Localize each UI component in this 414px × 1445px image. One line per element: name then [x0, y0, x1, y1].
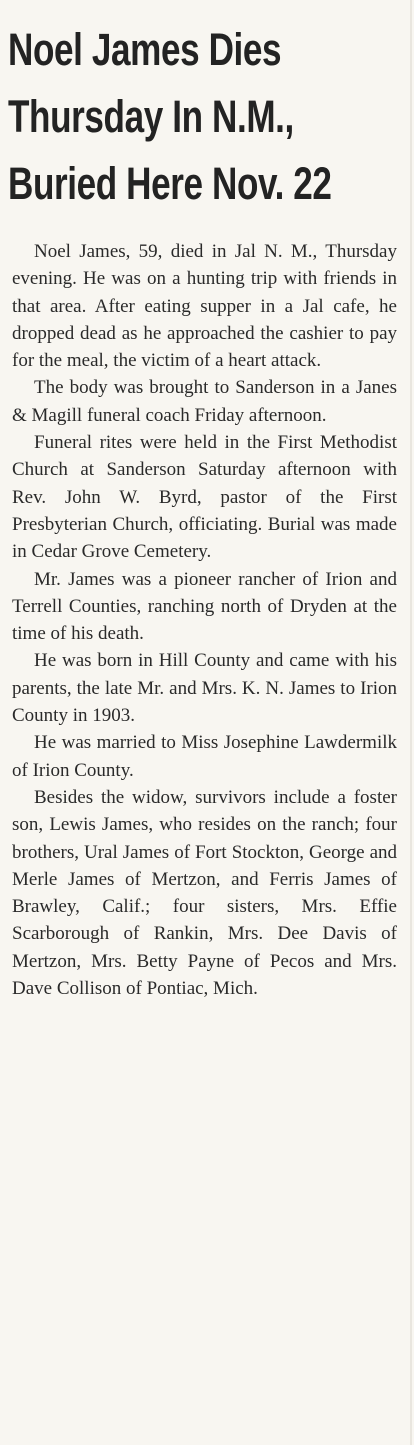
headline-line-3: Buried Here Nov. 22 [8, 158, 332, 209]
paragraph-death: Noel James, 59, died in Jal N. M., Thursday evening. He was on a hunting trip with friends in that area. After eating supper in a Jal cafe, he dropped dead as he approached the cashier to pay for the meal, the victim of a heart attack. [12, 241, 397, 372]
paragraph-marriage: He was married to Miss Josephine Lawdermilk of Irion County. [12, 732, 397, 781]
article-body [12, 238, 397, 1002]
paragraph-body-transport: The body was brought to Sanderson in a Janes & Magill funeral coach Friday afternoon. [12, 377, 397, 426]
paragraph-birth: He was born in Hill County and came with his parents, the late Mr. and Mrs. K. N. James to Irion County in 1903. [12, 650, 397, 727]
paragraph-survivors: Besides the widow, survivors include a foster son, Lewis James, who resides on the ranch; four brothers, Ural James of Fort Stockton, George and Merle James of Mertzon, and Ferris James of Brawley, Calif.; four sisters, Mrs. Effie Scarborough of Rankin, Mrs. Dee Davis of Mertzon, Mrs. Betty Payne of Pecos and Mrs. Dave Collison of Pontiac, Mich. [12, 786, 397, 1000]
headline [8, 16, 332, 217]
column-edge [410, 0, 412, 1445]
paragraph-funeral: Funeral rites were held in the First Methodist Church at Sanderson Saturday afternoon with Rev. John W. Byrd, pastor of the First Presbyterian Church, officiating. Burial was made in Cedar Grove Cemetery. [12, 432, 397, 563]
paragraph-rancher: Mr. James was a pioneer rancher of Irion and Terrell Counties, ranching north of Dryden at the time of his death. [12, 568, 397, 645]
headline-line-1: Noel James Dies [8, 24, 282, 75]
headline-line-2: Thursday In N.M., [8, 91, 294, 142]
